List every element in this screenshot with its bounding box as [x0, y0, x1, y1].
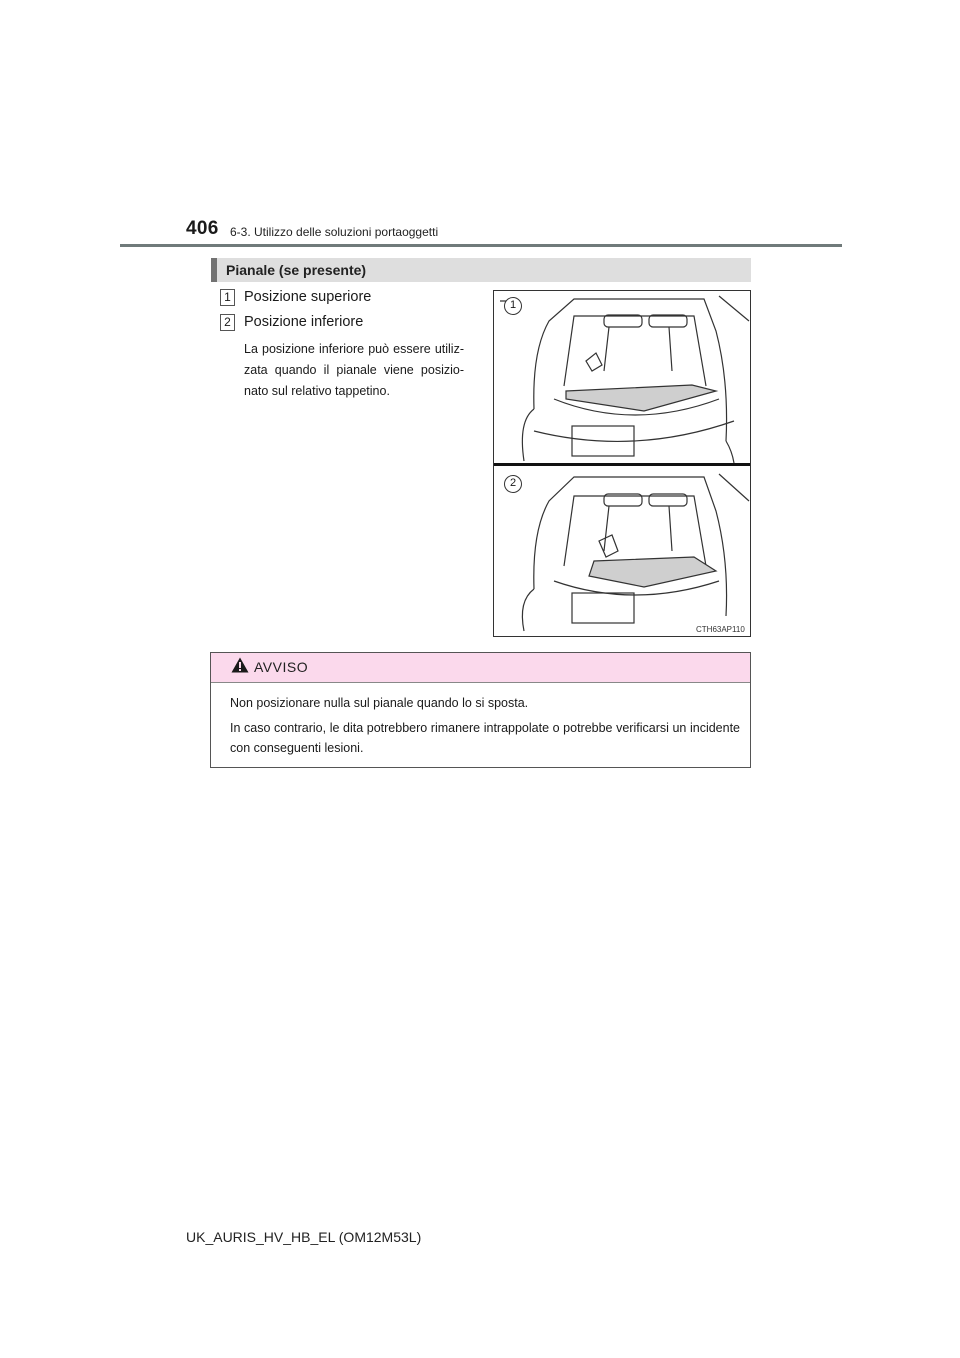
warning-box — [210, 652, 751, 768]
figure-callout-2: 2 — [504, 475, 522, 493]
position-label-lower: Posizione inferiore — [244, 314, 364, 330]
warning-header — [211, 653, 750, 683]
warning-triangle-icon — [231, 657, 249, 673]
warning-title: AVVISO — [254, 659, 309, 675]
header-rule — [120, 244, 842, 247]
warning-paragraph-1: Non posizionare nulla sul pianale quando lo si sposta. — [230, 696, 529, 710]
warning-paragraph-2: In caso contrario, le dita potrebbero rimanere intrappolate o potrebbe verificarsi un incidente con conseguenti lesioni. — [230, 721, 740, 755]
figure-callout-1: 1 — [504, 297, 522, 315]
luggage-board-figure — [493, 290, 751, 637]
chapter-title: 6-3. Utilizzo delle soluzioni portaoggetti — [230, 225, 439, 239]
position-label-upper: Posizione superiore — [244, 289, 372, 305]
figure-divider — [494, 463, 750, 466]
page-number: 406 — [186, 218, 219, 239]
footer-code: UK_AURIS_HV_HB_EL (OM12M53L) — [186, 1229, 422, 1245]
figure-code: CTH63AP110 — [696, 625, 745, 634]
position-note: La posizione inferiore può essere utiliz- zata quando il pianale viene posizio- nato sul relativo tappetino. — [244, 342, 464, 398]
section-title: Pianale (se presente) — [226, 262, 367, 278]
position-number-2: 2 — [220, 314, 235, 331]
position-number-1: 1 — [220, 289, 235, 306]
warning-body — [230, 693, 740, 763]
section-header — [211, 258, 751, 282]
